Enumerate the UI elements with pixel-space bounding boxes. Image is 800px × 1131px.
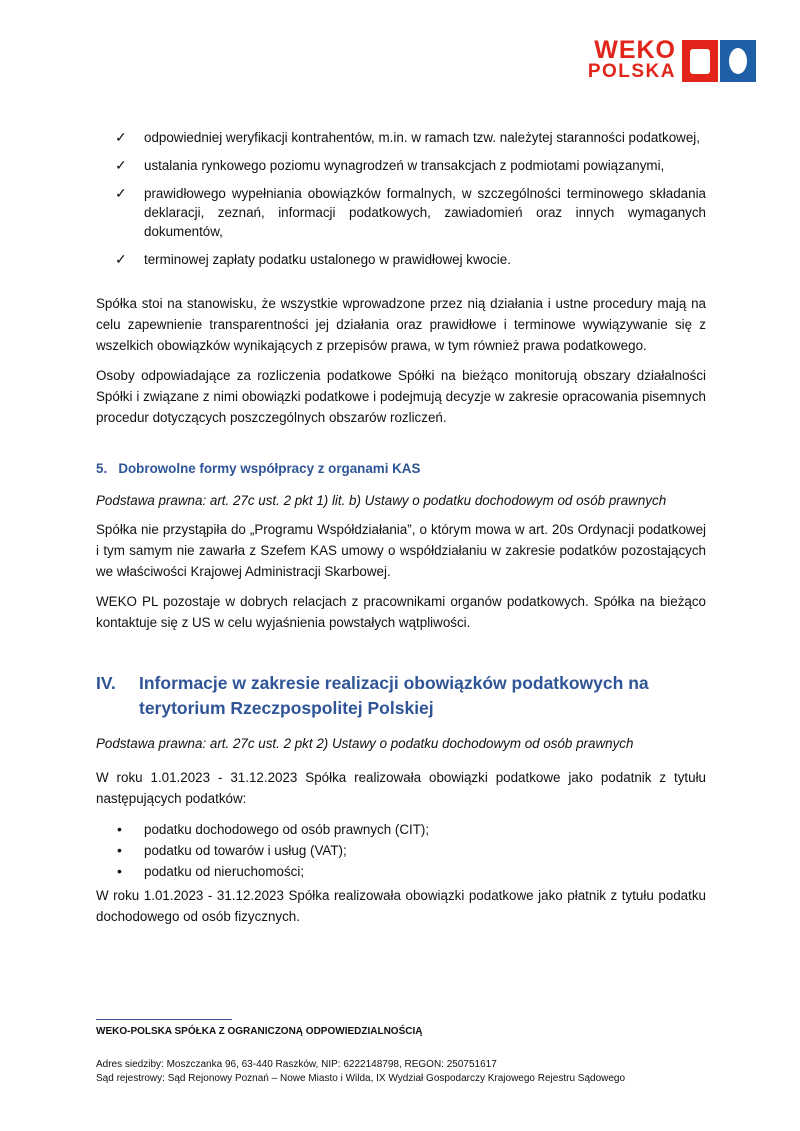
- checklist-item: [96, 156, 706, 175]
- logo-wordmark: [552, 38, 676, 82]
- footer-divider: [96, 1019, 232, 1020]
- tax-list-text: podatku dochodowego od osób prawnych (CIT);: [144, 822, 430, 837]
- checklist-text: odpowiedniej weryfikacji kontrahentów, m.in. w ramach tzw. należytej staranności podatkowej,: [144, 130, 700, 145]
- footer-address: Adres siedziby: Moszczanka 96, 63-440 Raszków, NIP: 6222148798, REGON: 250751617: [96, 1059, 497, 1070]
- checklist: [96, 128, 706, 269]
- bullet-icon: •: [117, 842, 122, 858]
- section-5-legal-basis: Podstawa prawna: art. 27c ust. 2 pkt 1) lit. b) Ustawy o podatku dochodowym od osób prawnych: [96, 493, 667, 508]
- section-iv-title: Informacje w zakresie realizacji obowiązków podatkowych na terytorium Rzeczpospolitej Polskiej: [139, 673, 649, 718]
- checkmark-icon: ✓: [115, 185, 127, 201]
- checklist-text: terminowej zapłaty podatku ustalonego w prawidłowej kwocie.: [144, 252, 511, 267]
- logo-squares-icon: [681, 39, 757, 83]
- tax-list-item: [96, 840, 706, 861]
- bullet-icon: •: [117, 863, 122, 879]
- checklist-item: [96, 128, 706, 147]
- section-5-paragraph-program: Spółka nie przystąpiła do „Programu Współdziałania”, o którym mowa w art. 20s Ordynacji podatkowej i tym samym nie zawarła z Szefem KAS umowy o współdziałaniu w zakresie podatków pozostających we właściwości Krajowej Administracji Skarbowej.: [96, 522, 706, 579]
- checklist-text: ustalania rynkowego poziomu wynagrodzeń w transakcjach z podmiotami powiązanymi,: [144, 158, 665, 173]
- section-iv-legal-basis: Podstawa prawna: art. 27c ust. 2 pkt 2) Ustawy o podatku dochodowym od osób prawnych: [96, 736, 634, 751]
- checklist-item: [96, 184, 706, 241]
- checkmark-icon: ✓: [115, 251, 127, 267]
- tax-list-text: podatku od towarów i usług (VAT);: [144, 843, 347, 858]
- logo-line-weko: WEKO: [594, 36, 676, 64]
- logo-line-polska: POLSKA: [587, 61, 676, 82]
- section-iv-paragraph-payer: W roku 1.01.2023 - 31.12.2023 Spółka realizowała obowiązki podatkowe jako płatnik z tytułu podatku dochodowego od osób fizycznych.: [96, 888, 706, 924]
- bullet-icon: •: [117, 821, 122, 837]
- tax-list: [96, 819, 706, 882]
- section-5-heading: 5. Dobrowolne formy współpracy z organami KAS: [96, 461, 421, 476]
- checklist-item: [96, 250, 706, 269]
- company-logo: [552, 38, 762, 84]
- tax-list-item: [96, 819, 706, 840]
- paragraph-transparency: Spółka stoi na stanowisku, że wszystkie wprowadzone przez nią działania i ustne procedury mają na celu zapewnienie transparentności jej działania oraz prawidłowe i terminowe wywiązywanie się z wszelkich obowiązków wynikających z przepisów prawa, w tym również prawa podatkowego.: [96, 296, 706, 353]
- footer-address-block: [96, 1058, 625, 1086]
- checklist-text: prawidłowego wypełniania obowiązków formalnych, w szczególności terminowego składania deklaracji, zeznań, informacji podatkowych, zawiadomień oraz innych wymaganych dokumentów,: [144, 186, 706, 239]
- section-iv-number: IV.: [96, 673, 116, 693]
- tax-list-text: podatku od nieruchomości;: [144, 864, 305, 879]
- footer-company-name: WEKO-POLSKA SPÓŁKA Z OGRANICZONĄ ODPOWIEDZIALNOŚCIĄ: [96, 1026, 423, 1037]
- tax-list-item: [96, 861, 706, 882]
- footer-court: Sąd rejestrowy: Sąd Rejonowy Poznań – Nowe Miasto i Wilda, IX Wydział Gospodarczy Krajowego Rejestru Sądowego: [96, 1073, 626, 1084]
- checkmark-icon: ✓: [115, 157, 127, 173]
- section-iv-paragraph-taxpayer: W roku 1.01.2023 - 31.12.2023 Spółka realizowała obowiązki podatkowe jako podatnik z tytułu następujących podatków:: [96, 770, 706, 806]
- section-5-paragraph-relations: WEKO PL pozostaje w dobrych relacjach z pracownikami organów podatkowych. Spółka na bieżąco kontaktuje się z US w celu wyjaśnienia powstałych wątpliwości.: [96, 594, 706, 630]
- document-body: [96, 128, 706, 927]
- section-iv-heading: [96, 671, 706, 721]
- checkmark-icon: ✓: [115, 129, 127, 145]
- paragraph-monitoring: Osoby odpowiadające za rozliczenia podatkowe Spółki na bieżąco monitorują obszary działalności Spółki i związane z nimi obowiązki podatkowe i podejmują decyzje w zakresie opracowania pisemnych procedur dotyczących poszczególnych obszarów rozliczeń.: [96, 368, 706, 425]
